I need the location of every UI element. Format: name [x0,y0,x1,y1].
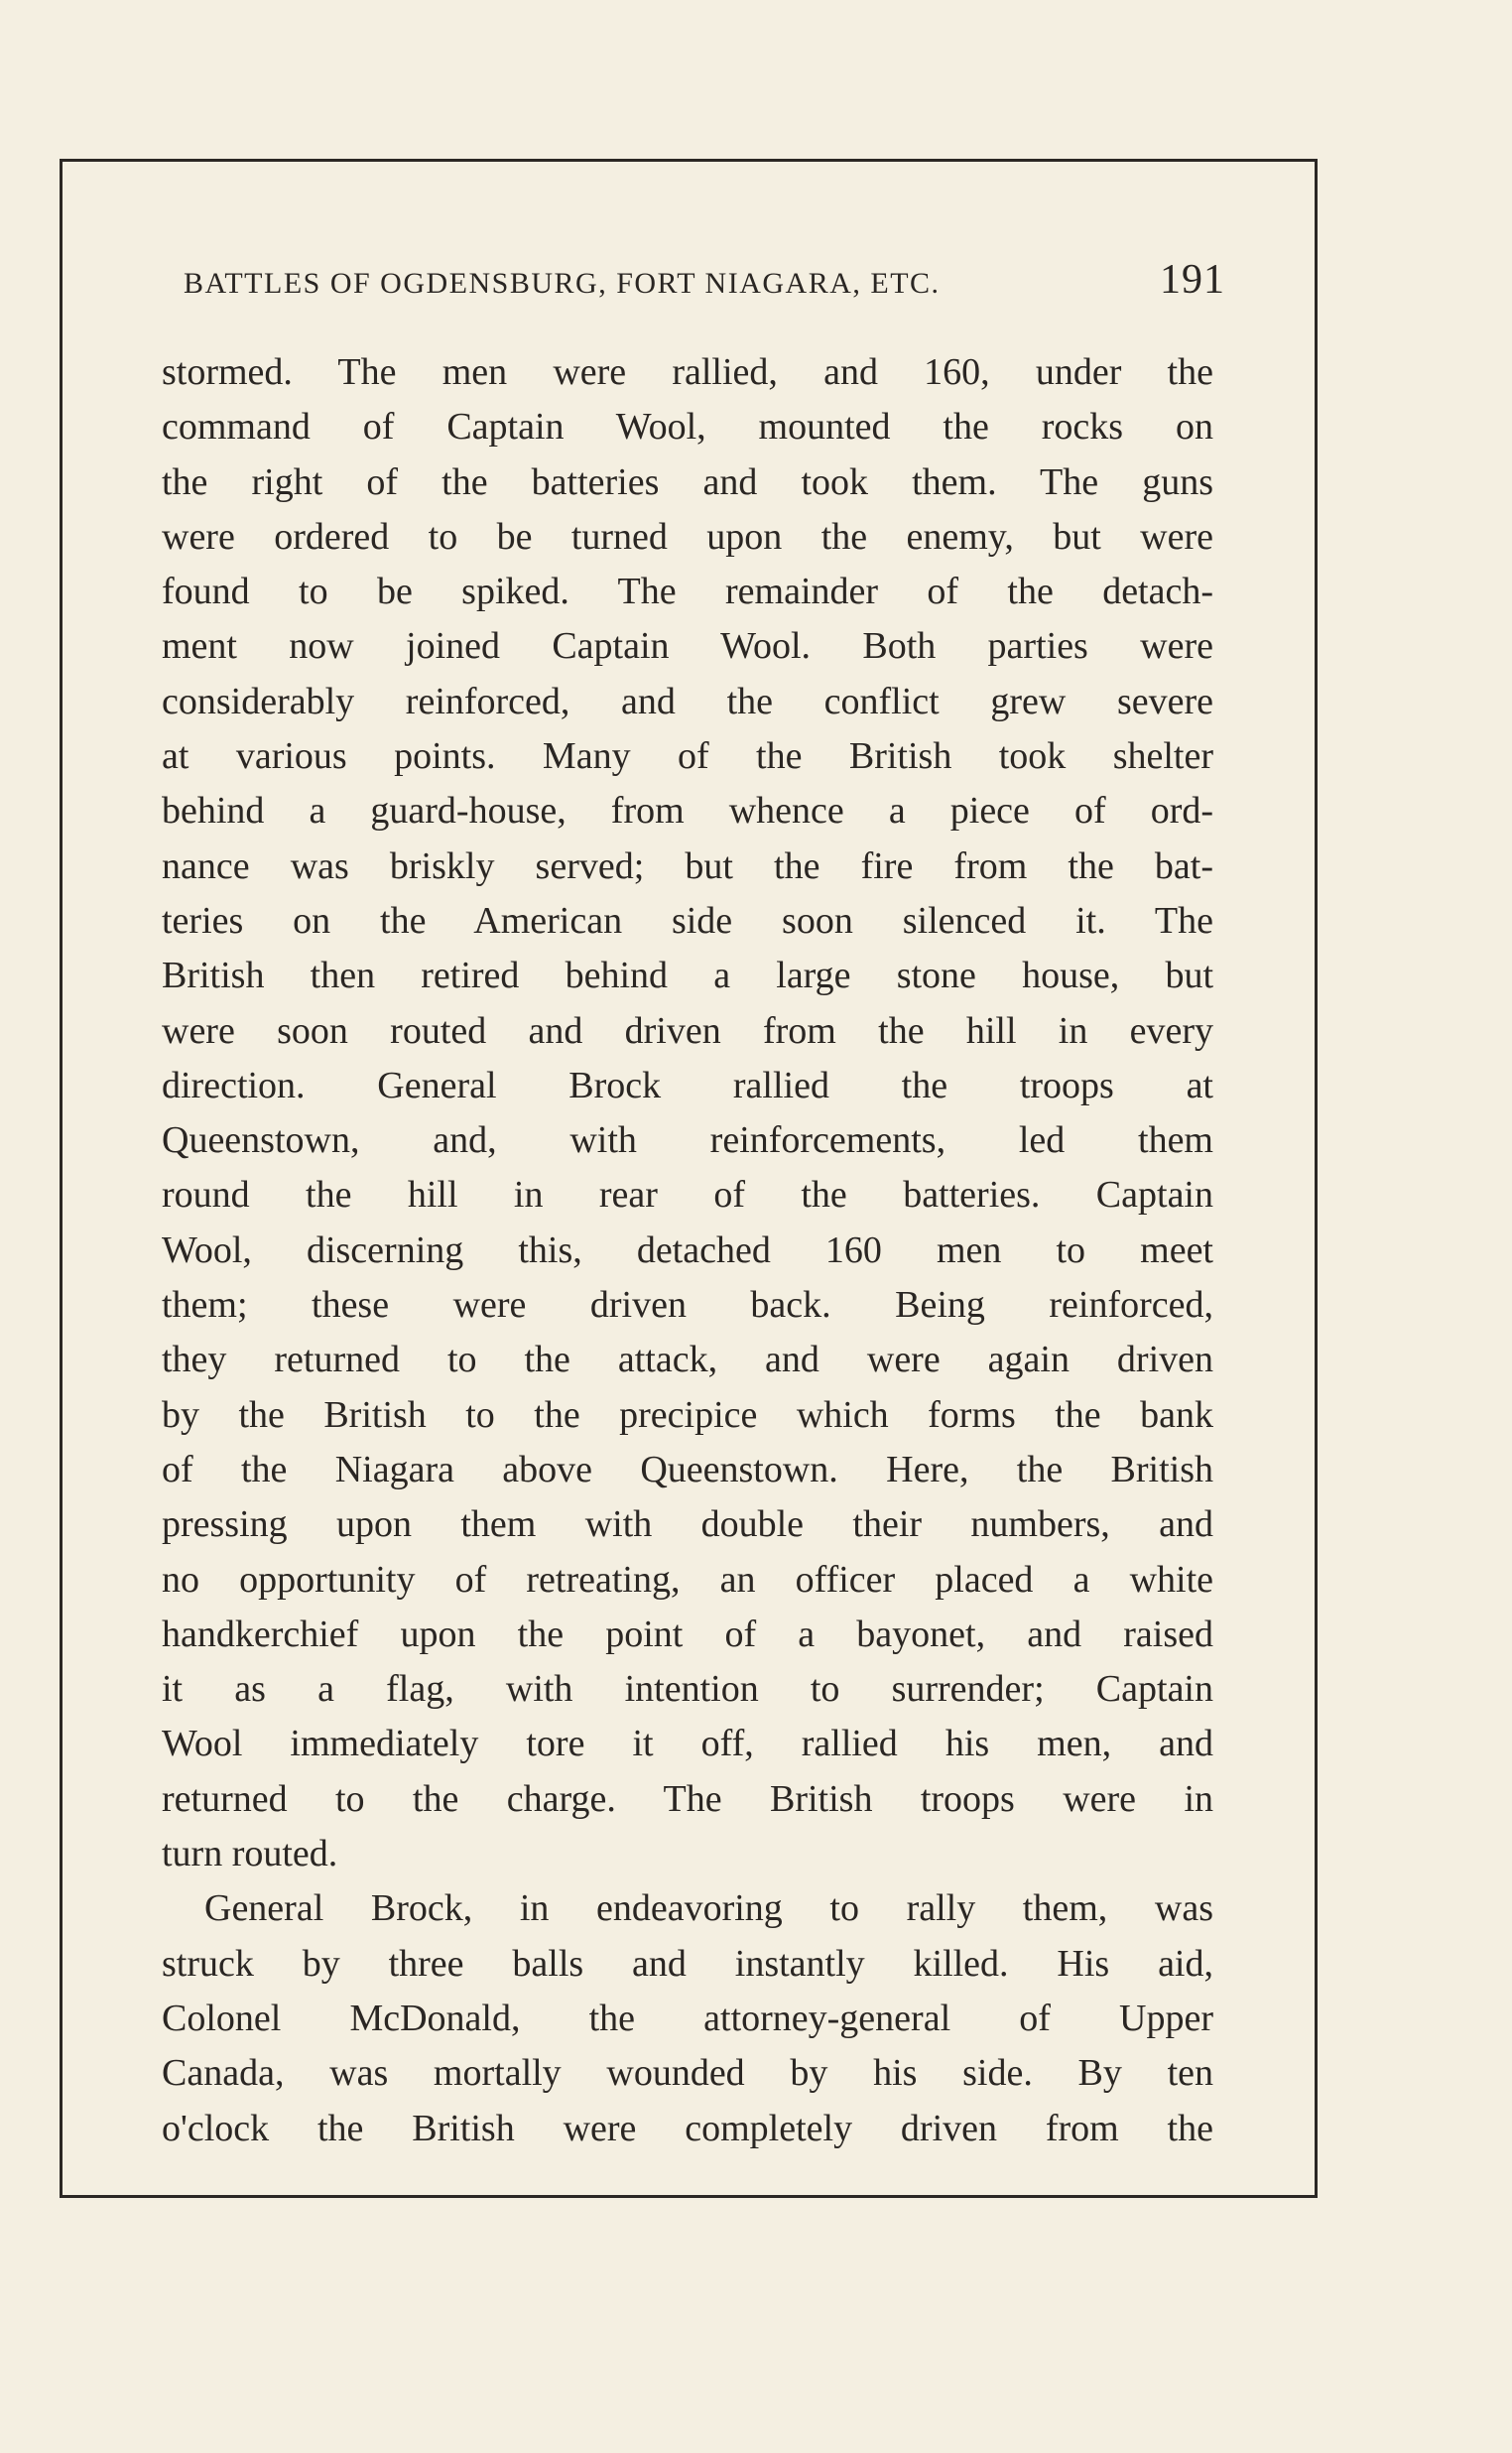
text-line: them; these were driven back. Being reinforced, [162,1284,1213,1327]
page-text [162,345,1213,2156]
text-line: direction. General Brock rallied the troops at [162,1064,1213,1106]
text-line: o'clock the British were completely driven from the [162,2107,1213,2149]
text-line: turn routed. [162,1833,338,1875]
text-line: at various points. Many of the British took shelter [162,735,1213,778]
text-line: found to be spiked. The remainder of the detach- [162,571,1213,613]
text-line: by the British to the precipice which forms the bank [162,1393,1213,1436]
text-line: Canada, was mortally wounded by his side. By ten [162,2052,1213,2095]
text-line: General Brock, in endeavoring to rally them, was [204,1887,1213,1930]
text-line: behind a guard-house, from whence a piece of ord- [162,790,1213,833]
text-line: were ordered to be turned upon the enemy, but were [162,515,1213,558]
text-line: ment now joined Captain Wool. Both parties were [162,625,1213,668]
running-title: BATTLES OF OGDENSBURG, FORT NIAGARA, ETC. [184,267,941,300]
text-line: pressing upon them with double their numbers, and [162,1503,1213,1546]
text-line: they returned to the attack, and were again driven [162,1339,1213,1381]
paragraph-2 [162,1881,1213,2155]
page-number: 191 [1160,257,1225,303]
text-line: no opportunity of retreating, an officer placed a white [162,1558,1213,1601]
text-line: the right of the batteries and took them. The guns [162,460,1213,503]
text-line: struck by three balls and instantly killed. His aid, [162,1942,1213,1985]
text-line: British then retired behind a large stone house, but [162,955,1213,997]
text-line: handkerchief upon the point of a bayonet, and raised [162,1613,1213,1655]
text-line: of the Niagara above Queenstown. Here, the British [162,1448,1213,1490]
text-line: nance was briskly served; but the fire from the bat- [162,844,1213,887]
text-line: Wool, discerning this, detached 160 men to meet [162,1228,1213,1271]
paragraph-1 [162,345,1213,1881]
text-line: Queenstown, and, with reinforcements, led them [162,1119,1213,1162]
text-line: it as a flag, with intention to surrender; Captain [162,1668,1213,1711]
text-line: were soon routed and driven from the hill in every [162,1009,1213,1052]
text-line: stormed. The men were rallied, and 160, under the [162,351,1213,393]
text-line: command of Captain Wool, mounted the rocks on [162,406,1213,449]
text-line: considerably reinforced, and the conflict grew severe [162,680,1213,722]
text-line: round the hill in rear of the batteries. Captain [162,1174,1213,1217]
text-line: teries on the American side soon silenced it. The [162,899,1213,942]
text-line: returned to the charge. The British troops were in [162,1777,1213,1820]
text-line: Wool immediately tore it off, rallied his men, and [162,1723,1213,1765]
running-head [184,256,1225,316]
text-line: Colonel McDonald, the attorney-general of Upper [162,1997,1213,2039]
